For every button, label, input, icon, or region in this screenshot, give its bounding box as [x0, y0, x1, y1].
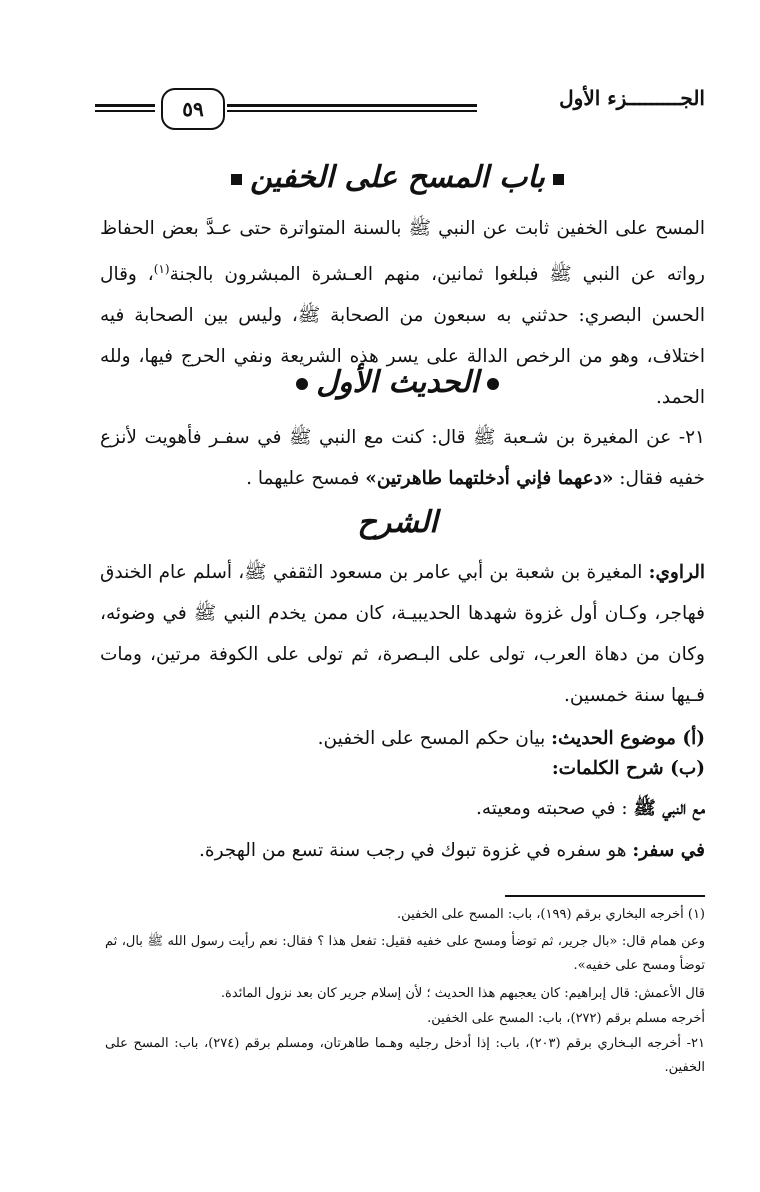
footnote-4: أخرجه مسلم برقم (٢٧٢)، باب: المسح على الخفين.	[427, 1011, 705, 1026]
page-number: ٥٩	[161, 88, 225, 130]
hadith-paragraph	[100, 417, 705, 499]
page-header	[95, 78, 705, 128]
footnote-ref: (١)	[153, 262, 170, 276]
running-title: الجـــــــــزء الأول	[559, 86, 705, 110]
words-heading	[552, 748, 705, 789]
narrator-text: المغيرة بن شعبة بن أبي عامر بن مسعود الثقفي ﷺ، أسلم عام الخندق فهاجر، وكـان أول غزوة شهدها الحديبيـة، كان ممن يخدم النبي ﷺ في وضوئه، وكان من دهاة العرب، تولى على البـصرة، ثم تولى على الكوفة مرتين، ومات فـيها سنة خمسين.	[100, 562, 705, 706]
topic-text: بيان حكم المسح على الخفين.	[317, 728, 552, 749]
footnote-separator	[505, 895, 705, 897]
square-bullet-icon	[231, 174, 242, 185]
topic-label: (أ) موضوع الحديث:	[551, 728, 705, 749]
hadith-heading-text: الحديث الأول	[316, 365, 479, 400]
hadith-text-2: فمسح عليهما .	[246, 468, 366, 489]
word2-line	[199, 830, 705, 871]
intro-text-1: المسح على الخفين ثابت عن النبي ﷺ بالسنة المتواترة حتى عـدَّ بعض الحفاظ رواته عن النبي ﷺ فبلغوا ثمانين، منهم العـشرة المبشرون بالجنة	[100, 218, 705, 286]
dot-bullet-icon	[487, 378, 499, 390]
hadith-quote: «دعهما فإني أدخلتهما طاهرتين»	[365, 468, 614, 489]
footnote-2: وعن همام قال: «بال جرير، ثم توضأ ومسح على خفيه فقيل: تفعل هذا ؟ فقال: نعم رأيت رسول الله ﷺ بال، ثم توضأ ومسح على خفيه».	[105, 934, 705, 973]
sharh-heading: الشرح	[357, 505, 438, 540]
word2-label: في سفر:	[632, 840, 705, 861]
square-bullet-icon	[553, 174, 564, 185]
dot-bullet-icon	[296, 378, 308, 390]
word2-text: هو سفره في غزوة تبوك في رجب سنة تسع من الهجرة.	[199, 840, 633, 861]
intro-text-2: ، وقال الحسن البصري: حدثني به سبعون من الصحابة ﷺ، وليس بين الصحابة فيه اختلاف، وهو من الرخص الدالة على يسر هذه الشريعة ونفي الحرج فيها، ولله الحمد.	[100, 264, 705, 409]
header-rule-right	[227, 104, 477, 114]
footnote-5: ٢١- أخرجه البـخاري برقم (٢٠٣)، باب: إذا أدخل رجليه وهـما طاهرتان، ومسلم برقم (٢٧٤)، باب: المسح على الخفين.	[105, 1036, 705, 1075]
section-title-text: باب المسح على الخفين	[250, 160, 545, 195]
narrator-label: الراوي:	[648, 562, 705, 583]
hadith-heading	[95, 365, 700, 400]
words-heading-text: (ب) شرح الكلمات:	[551, 758, 705, 779]
section-title	[95, 160, 700, 195]
footnote-3: قال الأعمش: قال إبراهيم: كان يعجبهم هذا الحديث ؛ لأن إسلام جرير كان بعد نزول المائدة.	[220, 986, 705, 1001]
word1-line	[476, 788, 705, 829]
footnote-1: (١) أخرجه البخاري برقم (١٩٩)، باب: المسح على الخفين.	[397, 907, 705, 922]
header-rule-left	[95, 104, 155, 114]
word1-text: : في صحبته ومعيته.	[475, 798, 634, 819]
narrator-paragraph	[100, 552, 705, 716]
hadith-text-1: ٢١- عن المغيرة بن شـعبة ﷺ قال: كنت مع النبي ﷺ في سفـر فأهويت لأنزع خفيه فقال:	[100, 427, 705, 489]
word1-label: مع النبي ﷺ	[633, 798, 705, 819]
